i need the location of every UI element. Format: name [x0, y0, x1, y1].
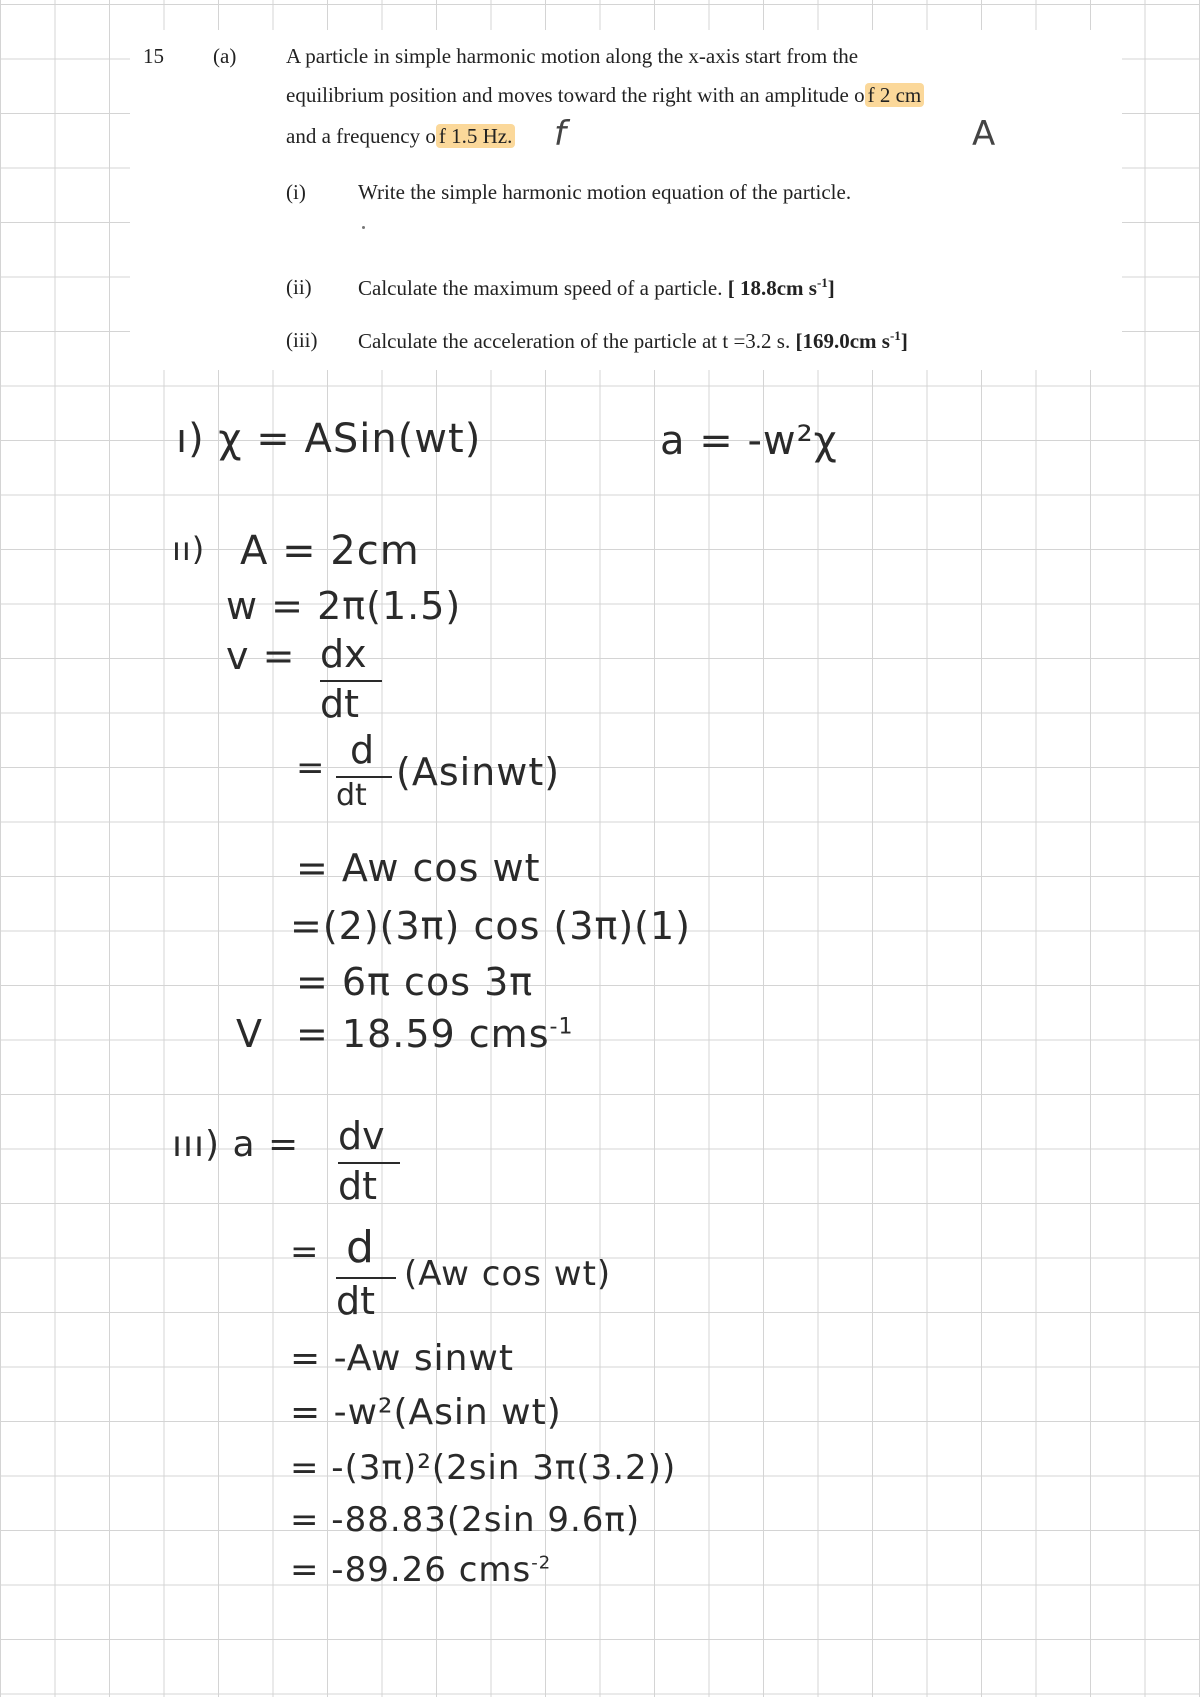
hw-iii-label: ııı) a = — [172, 1124, 300, 1165]
hw-iii-eq2: = -Aw sinwt — [290, 1338, 514, 1379]
hw-iii-dt: dt — [338, 1164, 378, 1208]
hw-iii-dvdt — [338, 1114, 400, 1208]
sub-iii-answer-sup: -1 — [889, 328, 901, 343]
hw-ii-eq4: = 6π cos 3π — [296, 960, 534, 1004]
hw-ii-label: ıı) — [172, 530, 206, 568]
sub-iii-answer-value: [169.0cm s — [795, 329, 890, 353]
hw-ii-final-v: V — [236, 1012, 263, 1056]
hw-iii-eq4: = -(3π)²(2sin 3π(3.2)) — [290, 1448, 677, 1488]
annotation-A: A — [972, 114, 996, 154]
hw-ii-final-sup: -1 — [549, 1014, 574, 1040]
question-stem-line2 — [286, 83, 924, 108]
hw-ii-final-value: = 18.59 cms — [296, 1012, 550, 1056]
sub-ii-question: Calculate the maximum speed of a particle. — [358, 276, 723, 300]
hw-iii-eq6-value: = -89.26 cms — [290, 1550, 532, 1590]
hw-ii-amplitude: A = 2cm — [240, 528, 420, 574]
sub-iii-text — [358, 328, 908, 354]
frequency-highlight: f 1.5 Hz. — [436, 124, 515, 148]
sub-ii-answer-value: [ 18.8cm s — [727, 276, 817, 300]
hw-ii-eq3: =(2)(3π) cos (3π)(1) — [290, 904, 692, 948]
hw-ii-dt: dt — [320, 682, 360, 726]
question-part: (a) — [213, 44, 237, 68]
hw-ii-omega: w = 2π(1.5) — [226, 584, 462, 628]
hw-iii-d: d — [346, 1222, 374, 1273]
sub-ii-answer-sup: -1 — [816, 275, 828, 290]
hw-iii-eq6 — [290, 1550, 551, 1590]
question-stem-line1: A particle in simple harmonic motion along the x-axis start from the — [286, 44, 859, 68]
sub-ii-label: (ii) — [286, 275, 312, 299]
hw-ii-eq1-equals: = — [296, 748, 326, 788]
hw-ii-d: d — [350, 728, 375, 772]
sub-ii-answer-close: ] — [827, 276, 835, 300]
stray-mark — [362, 226, 365, 229]
sub-iii-answer — [795, 329, 907, 353]
sub-ii-text — [358, 275, 835, 301]
hw-ii-ddt — [336, 728, 392, 813]
sub-iii-label: (iii) — [286, 328, 318, 352]
hw-iii-eq3: = -w²(Asin wt) — [290, 1392, 562, 1433]
stem-line3-text: and a frequency o — [286, 124, 436, 148]
sub-iii-answer-close: ] — [900, 329, 908, 353]
annotation-f: f — [554, 114, 566, 154]
amplitude-highlight: f 2 cm — [865, 83, 925, 107]
hw-iii-dt2: dt — [336, 1279, 376, 1323]
hw-ii-dx: dx — [320, 632, 367, 676]
hw-ii-eq1-rest: (Asinwt) — [396, 750, 561, 794]
hw-iii-eq6-sup: -2 — [531, 1552, 552, 1574]
sub-i-text: Write the simple harmonic motion equation of the particle. — [358, 180, 852, 204]
hw-i-acceleration: a = -w²χ — [660, 418, 838, 464]
hw-iii-dv: dv — [338, 1114, 385, 1158]
hw-ii-eq2: = Aw cos wt — [296, 846, 541, 890]
sub-iii-question: Calculate the acceleration of the particle at t =3.2 s. — [358, 329, 791, 353]
hw-iii-eq1-rest: (Aw cos wt) — [404, 1254, 612, 1294]
stem-line2-text: equilibrium position and moves toward the right with an amplitude o — [286, 83, 865, 107]
hw-iii-eq1-equals: = — [290, 1232, 320, 1272]
question-stem-line3 — [286, 124, 515, 149]
hw-iii-ddt — [336, 1222, 396, 1323]
sub-ii-answer — [728, 276, 835, 300]
hw-ii-final — [296, 1012, 573, 1056]
hw-ii-dt2: dt — [336, 778, 367, 813]
hw-ii-dxdt — [320, 632, 382, 726]
sub-i-label: (i) — [286, 180, 306, 204]
hw-iii-eq5: = -88.83(2sin 9.6π) — [290, 1500, 641, 1540]
hw-ii-v-lhs: v = — [226, 634, 296, 678]
question-number: 15 — [143, 44, 164, 68]
hw-i-displacement: ı) χ = ASin(wt) — [176, 416, 482, 462]
